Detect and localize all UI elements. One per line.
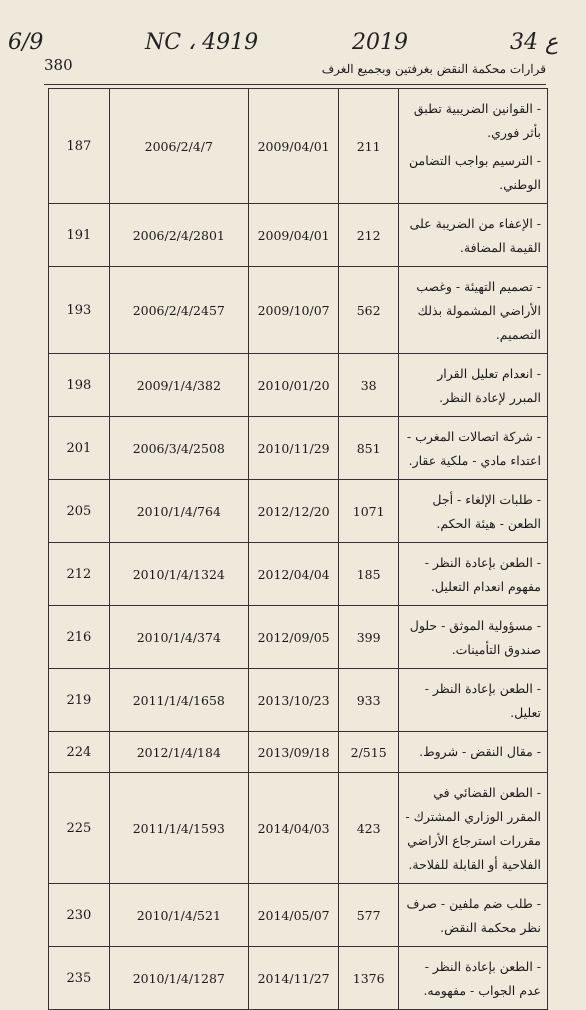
decision-date-cell: 2009/04/01 bbox=[248, 204, 339, 267]
decision-date-cell: 2009/04/01 bbox=[248, 89, 339, 204]
subject-text: - مقال النقض - شروط. bbox=[419, 744, 541, 759]
table-row bbox=[49, 732, 548, 773]
page-reference-cell: 201 bbox=[49, 417, 110, 480]
file-number-cell: 2010/1/4/1324 bbox=[109, 543, 248, 606]
subject-cell bbox=[398, 267, 547, 354]
handwritten-note-right: 34 ع bbox=[510, 30, 559, 55]
subject-text: - الطعن بإعادة النظر - تعليل. bbox=[424, 681, 541, 720]
page-reference-cell: 212 bbox=[49, 543, 110, 606]
decision-number-cell: 399 bbox=[339, 606, 399, 669]
table-row bbox=[49, 606, 548, 669]
running-header: قرارات محكمة النقض بغرفتين وبجميع الغرف bbox=[321, 62, 546, 76]
page-reference-cell: 205 bbox=[49, 480, 110, 543]
subject-cell bbox=[398, 89, 547, 204]
subject-cell bbox=[398, 204, 547, 267]
subject-text: - القوانين الضريبية تطبق بأثر فوري. bbox=[413, 101, 541, 140]
file-number-cell: 2010/1/4/374 bbox=[109, 606, 248, 669]
decision-number-cell: 562 bbox=[339, 267, 399, 354]
table-row bbox=[49, 267, 548, 354]
decision-date-cell: 2010/11/29 bbox=[248, 417, 339, 480]
table-body bbox=[49, 89, 548, 1010]
file-number-cell: 2011/1/4/1593 bbox=[109, 773, 248, 884]
decisions-index-table bbox=[48, 88, 548, 1010]
page-number: 380 bbox=[44, 56, 73, 74]
subject-cell bbox=[398, 417, 547, 480]
file-number-cell: 2010/1/4/764 bbox=[109, 480, 248, 543]
file-number-cell: 2006/2/4/2801 bbox=[109, 204, 248, 267]
subject-text: - تصميم التهيئة - وغصب الأراضي المشمولة بذلك التصميم. bbox=[416, 279, 541, 342]
subject-cell bbox=[398, 543, 547, 606]
decision-date-cell: 2012/04/04 bbox=[248, 543, 339, 606]
subject-cell bbox=[398, 732, 547, 773]
subject-cell bbox=[398, 773, 547, 884]
decision-date-cell: 2010/01/20 bbox=[248, 354, 339, 417]
handwritten-year: 2019 bbox=[352, 30, 408, 55]
page-reference-cell: 191 bbox=[49, 204, 110, 267]
table-row bbox=[49, 354, 548, 417]
subject-text: - مسؤولية الموثق - حلول صندوق التأمينات. bbox=[409, 618, 541, 657]
decision-number-cell: 212 bbox=[339, 204, 399, 267]
subject-cell bbox=[398, 669, 547, 732]
subject-text: - الطعن بإعادة النظر - مفهوم انعدام التعليل. bbox=[424, 555, 541, 594]
table-row bbox=[49, 543, 548, 606]
decision-number-cell: 933 bbox=[339, 669, 399, 732]
file-number-cell: 2010/1/4/521 bbox=[109, 884, 248, 947]
file-number-cell: 2006/3/4/2508 bbox=[109, 417, 248, 480]
subject-text: - الطعن بإعادة النظر - عدم الجواب - مفهومه. bbox=[423, 959, 541, 998]
subject-text: - شركة اتصالات المغرب - اعتداء مادي - ملكية عقار. bbox=[406, 429, 541, 468]
subject-text: - طلب ضم ملفين - صرف نظر محكمة النقض. bbox=[406, 896, 541, 935]
subject-cell bbox=[398, 606, 547, 669]
table-row bbox=[49, 947, 548, 1010]
decision-date-cell: 2014/05/07 bbox=[248, 884, 339, 947]
table-row bbox=[49, 204, 548, 267]
decision-date-cell: 2013/09/18 bbox=[248, 732, 339, 773]
page-reference-cell: 187 bbox=[49, 89, 110, 204]
subject-text: - الإعفاء من الضريبة على القيمة المضافة. bbox=[409, 216, 541, 255]
subject-text: - الطعن القضائي في المقرر الوزاري المشترك - مقررات استرجاع الأراضي الفلاحية أو القابلة للفلاحة. bbox=[405, 785, 541, 872]
page-reference-cell: 225 bbox=[49, 773, 110, 884]
decision-number-cell: 1376 bbox=[339, 947, 399, 1010]
page-reference-cell: 230 bbox=[49, 884, 110, 947]
page-reference-cell: 216 bbox=[49, 606, 110, 669]
decision-number-cell: 851 bbox=[339, 417, 399, 480]
decision-number-cell: 185 bbox=[339, 543, 399, 606]
file-number-cell: 2011/1/4/1658 bbox=[109, 669, 248, 732]
file-number-cell: 2009/1/4/382 bbox=[109, 354, 248, 417]
subject-cell bbox=[398, 354, 547, 417]
decision-date-cell: 2013/10/23 bbox=[248, 669, 339, 732]
subject-text: - طلبات الإلغاء - أجل الطعن - هيئة الحكم. bbox=[432, 492, 541, 531]
page-reference-cell: 219 bbox=[49, 669, 110, 732]
file-number-cell: 2006/2/4/7 bbox=[109, 89, 248, 204]
decision-date-cell: 2012/09/05 bbox=[248, 606, 339, 669]
table-row bbox=[49, 669, 548, 732]
table-row bbox=[49, 773, 548, 884]
decision-date-cell: 2014/11/27 bbox=[248, 947, 339, 1010]
table-row bbox=[49, 884, 548, 947]
handwritten-note-left: 6/9 bbox=[8, 30, 44, 55]
subject-text: - الترسيم بواجب التضامن الوطني. bbox=[409, 153, 541, 192]
file-number-cell: 2012/1/4/184 bbox=[109, 732, 248, 773]
file-number-cell: 2010/1/4/1287 bbox=[109, 947, 248, 1010]
decision-number-cell: 423 bbox=[339, 773, 399, 884]
page-reference-cell: 224 bbox=[49, 732, 110, 773]
handwritten-reference-code: NC ، 4919 bbox=[145, 30, 259, 55]
decision-date-cell: 2012/12/20 bbox=[248, 480, 339, 543]
decision-number-cell: 577 bbox=[339, 884, 399, 947]
decision-number-cell: 211 bbox=[339, 89, 399, 204]
table-row bbox=[49, 417, 548, 480]
subject-cell bbox=[398, 947, 547, 1010]
decision-date-cell: 2009/10/07 bbox=[248, 267, 339, 354]
decision-number-cell: 38 bbox=[339, 354, 399, 417]
file-number-cell: 2006/2/4/2457 bbox=[109, 267, 248, 354]
table-row bbox=[49, 480, 548, 543]
page-reference-cell: 198 bbox=[49, 354, 110, 417]
subject-cell bbox=[398, 480, 547, 543]
decision-number-cell: 1071 bbox=[339, 480, 399, 543]
decision-number-cell: 2/515 bbox=[339, 732, 399, 773]
table-row bbox=[49, 89, 548, 204]
header-rule bbox=[44, 84, 546, 85]
decision-date-cell: 2014/04/03 bbox=[248, 773, 339, 884]
subject-text: - انعدام تعليل القرار المبرر لإعادة النظر. bbox=[437, 366, 541, 405]
page-reference-cell: 235 bbox=[49, 947, 110, 1010]
page-reference-cell: 193 bbox=[49, 267, 110, 354]
subject-cell bbox=[398, 884, 547, 947]
